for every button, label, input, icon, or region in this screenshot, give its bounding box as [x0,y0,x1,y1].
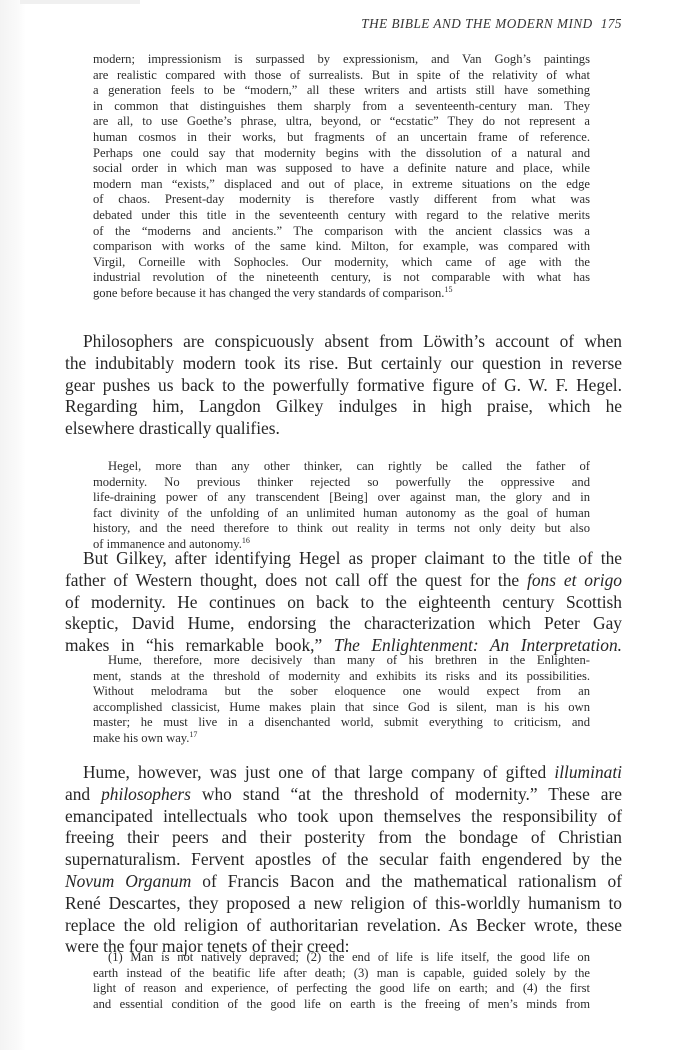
paragraph-gilkey [65,548,622,657]
para-line: gear pushes us back to the powerfully formative figure of G. W. F. Hegel. [65,374,622,395]
quote-line: social order in which man was supposed to have a definite nature and place, while [93,161,590,176]
quote-line-text: make his own way. [93,730,190,745]
block-quote-becker-tenets [93,950,590,1012]
paragraph-hume-illuminati [65,762,622,958]
para-line: were the four major tenets of their creed: [65,936,350,957]
quote-line: a generation feels to be “modern,” all these writers and artists still have something [93,83,590,98]
para-line: emancipated intellectuals who took upon themselves the responsibility of [65,805,622,826]
quote-line: Hegel, more than any other thinker, can rightly be called the father of [108,459,590,473]
para-line-text: of Francis Bacon and the mathematical rationalism of [191,870,622,891]
quote-line: are realistic compared with those of surrealists. But in spite of the relativity of what [93,67,590,82]
para-line-text: Hume, however, was just one of that large company of gifted [83,762,555,782]
running-head [361,16,622,32]
para-line-text: father of Western thought, does not call off the quest for the [65,569,527,590]
quote-line: Without melodrama but the sober eloquence one would expect from an [93,684,590,699]
quote-line: (1) Man is not natively depraved; (2) the end of life is life itself, the good life on [108,950,590,964]
quote-line: modern man “exists,” displaced and out of place, in extreme situations on the edge [93,176,590,191]
footnote-ref-17: 17 [189,729,198,739]
quote-line: accomplished classicist, Hume makes plain that since God is silent, man is his own [93,699,590,714]
quote-line: master; he must live in a disenchanted world, submit everything to criticism, and [93,715,590,730]
para-line [65,784,622,806]
italic-illuminati: illuminati [554,762,622,782]
quote-line [93,286,590,302]
para-line: elsewhere drastically qualifies. [65,418,280,439]
quote-line: of chaos. Present-day modernity is therefore vastly different from what was [93,192,590,207]
quote-line: earth instead of the beatific life after death; (3) man is capable, guided solely by the [93,965,590,980]
para-line [65,762,622,784]
para-line [65,570,622,592]
quote-line: modernity. No previous thinker rejected so powerfully the oppressive and [93,474,590,489]
para-line: René Descartes, they proposed a new religion of this-worldly humanism to [65,892,622,913]
quote-line: of the “moderns and ancients.” The comparison with the ancient classics was a [93,223,590,238]
quote-line: debated under this title in the seventeenth century with regard to the relative merits [93,207,590,222]
quote-line: ment, stands at the threshold of modernity and exhibits its risks and its possibilities. [93,668,590,683]
para-line-text: and [65,783,102,804]
para-line: Philosophers are conspicuously absent from Löwith’s account of when [83,331,622,351]
para-line: of modernity. He continues on back to the eighteenth century Scottish [65,591,622,612]
block-quote-gay-hume [93,653,590,747]
para-line: skeptic, David Hume, endorsing the characterization which Peter Gay [65,613,622,634]
para-line: But Gilkey, after identifying Hegel as proper claimant to the title of the [83,548,622,568]
para-line: Regarding him, Langdon Gilkey indulges in high praise, which he [65,396,622,417]
quote-line: in common that distinguishes them sharply from a seventeenth-century man. They [93,98,590,113]
quote-line: fact divinity of the unfolding of an unlimited human autonomy as the goal of human [93,505,590,520]
quote-line: Perhaps one could say that modernity begins with the dissolution of a natural and [93,145,590,160]
para-line [65,871,622,893]
quote-line [93,731,590,747]
running-head-title: THE BIBLE AND THE MODERN MIND [361,16,593,31]
scan-artifact [20,0,140,4]
footnote-ref-16: 16 [241,535,250,545]
block-quote-gilkey-hegel [93,459,590,553]
para-line-text: who stand “at the threshold of modernity.” These are [190,783,622,804]
quote-line: modern; impressionism is surpassed by expressionism, and Van Gogh’s paintings [93,52,590,66]
page-number: 175 [600,16,622,31]
quote-line: life-draining power of any transcendent [Being] over against man, the glory and in [93,490,590,505]
quote-line: light of reason and experience, of perfecting the good life on earth; and (4) the first [93,981,590,996]
block-quote-lowith [93,52,590,302]
para-line: freeing their peers and their posterity from the bondage of Christian [65,827,622,848]
quote-line-text: gone before because it has changed the very standards of comparison. [93,285,445,300]
para-line: supernaturalism. Fervent apostles of the secular faith engendered by the [65,849,622,870]
page-edge-shadow [0,0,26,1050]
italic-book-title: The Enlightenment: An Interpretation. [333,635,623,656]
quote-line: Hume, therefore, more decisively than many of his brethren in the Enlighten- [108,653,590,667]
quote-line: industrial revolution of the nineteenth century, is not comparable with what has [93,270,590,285]
paragraph-philosophers [65,331,622,440]
quote-line: comparison with works of the same kind. Milton, for example, was compared with [93,239,590,254]
quote-line: Virgil, Corneille with Sophocles. Our modernity, which came of age with the [93,254,590,269]
para-line: replace the old religion of authoritarian revelation. As Becker wrote, these [65,914,622,935]
italic-philosophers: philosophers [101,783,191,804]
quote-line-text: of immanence and autonomy. [93,536,242,551]
quote-line: and essential condition of the good life on earth is the freeing of men’s minds from [93,996,590,1011]
quote-line: history, and the need therefore to think out reality in terms not only deity but also [93,521,590,536]
para-line-text: makes in “his remarkable book,” [65,635,334,656]
italic-novum-organum: Novum Organum [65,870,192,891]
quote-line: are all, to use Goethe’s phrase, ultra, beyond, or “ecstatic” They do not represent a [93,114,590,129]
para-line: the indubitably modern took its rise. But certainly our question in reverse [65,352,622,373]
italic-latin-phrase: fons et origo [527,569,622,590]
footnote-ref-15: 15 [444,284,453,294]
quote-line: human cosmos in their works, but fragments of an uncertain frame of reference. [93,129,590,144]
